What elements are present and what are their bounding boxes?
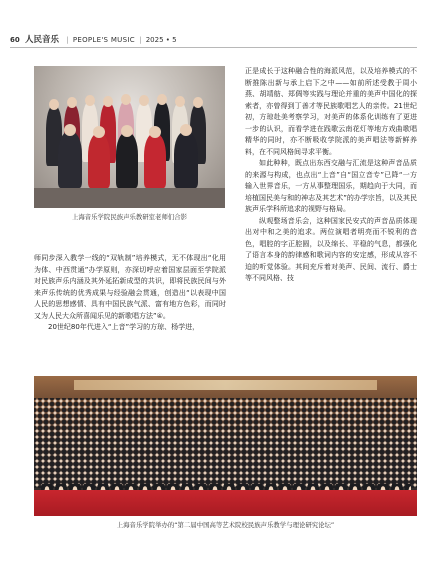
issue-label: 2025 • 5 [145, 36, 177, 44]
photo1-caption: 上海音乐学院民族声乐教研室老师们合影 [71, 213, 188, 221]
header-separator: | [139, 36, 142, 44]
paragraph: 师同步深入教学一线的“双轨制”培养模式，无不体现出“化用为体、中西贯通”办学原则，亦深切呼应着国家层面至学院派对民族声乐内涵及其外延拓新成型的共识，即将民族民间与外来声乐传统的优秀成果与经验融会贯通，创造出“以表现中国人民的思想感情、具有中国民族气派、富有地方色彩，而同时又为人民大众所喜闻乐见的新歌唱方法”④。 [34, 254, 226, 320]
faculty-group-photo [34, 66, 225, 208]
header-separator: | [66, 36, 69, 44]
magazine-logo: 人民音乐 [24, 35, 59, 45]
paragraph: 20世纪80年代进入“上音”学习的方琼、杨学进， [48, 323, 200, 331]
left-text-column [34, 253, 226, 334]
paragraph: 如此种种，既点出东西交融与汇流是这种声音品质的来源与构成，也点出“上音”自“国立音专”已降“一方输入世界音乐，一方从事整理国乐，期趋向于大同，而培植国民美与和的神志及其艺术”的办学宗旨，以及其民族声乐学科所追求的视野与格局。 [245, 159, 417, 213]
photo2-caption: 上海音乐学院举办的“第二届中国高等艺术院校民族声乐教学与理论研究论坛” [116, 521, 335, 529]
right-text-column [245, 66, 417, 285]
paragraph: 正是成长于这种融合性的海派风范，以及培养模式的不断推陈出新与承上启下之中——如前所述受教于周小燕、胡靖舫、郑倜等实践与理论并重的美声中国化的探索者，亦曾得到丁善才等民族歌唱艺人的亲传。21世纪初，方琼赴美考察学习，对美声的体系化训练有了更进一步的认识，而看学进在践歌云南花灯等地方戏曲歌唱精华的同时，亦不断吸收学院派的美声唱法等新鲜养料，在不同风格间寻求平衡。 [245, 67, 417, 156]
page-header [10, 34, 417, 46]
page-number: 60 [10, 36, 20, 44]
magazine-english-name: PEOPLE'S MUSIC [72, 36, 135, 44]
forum-audience-photo [34, 376, 417, 516]
paragraph: 纵观整场音乐会，这种国家民安式的声音品质体现出对中和之美的追求。两位演唱者明亮而不锐利的音色，唱腔的字正腔圆，以及绵长、平稳的气息，都强化了语言本身的韵律感和歌词内容的安定感，形成从容不迫的听觉体验。其间充斥着对美声、民间、流行、爵士等不同风格、技 [245, 216, 417, 282]
header-rule [10, 47, 417, 48]
